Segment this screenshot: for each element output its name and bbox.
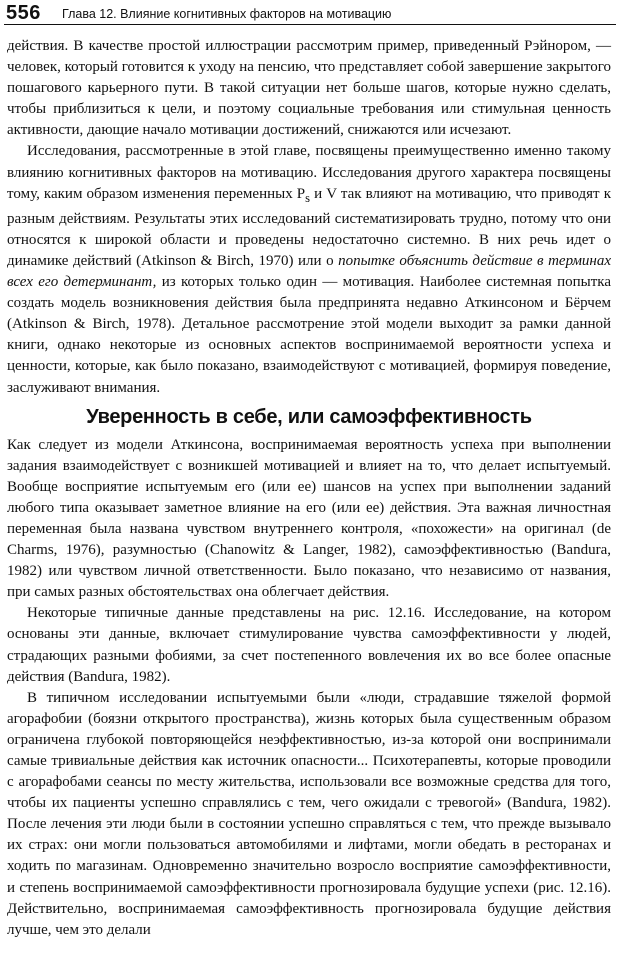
italic-phrase: попытке объяснить действие в терминах всех его детерминант, (7, 252, 611, 291)
page-header (4, 2, 616, 28)
paragraph-text: и V так влияют на мотивацию, что приводят к разным действиям. Результаты этих исследований систематизировать трудно, потому что они относятся к широкой области и проведены недостаточно системно. В них речь идет о динамике действий (Atkinson & Birch, 1970) или о (7, 185, 611, 269)
paragraph (7, 141, 611, 398)
page-body (7, 36, 611, 941)
paragraph-text: из которых только один — мотивация. Наиболее системная попытка создать модель возникновения действия была предпринята недавно Аткинсоном и Бёрчем (Atkinson & Birch, 1978). Детальное рассмотрение этой модели выходит за рамки данной книги, однако некоторые из основных аспектов воспринимаемой вероятности успеха и ценности, которые, как было показано, взаимодействуют с мотивацией, формируя поведение, заслуживают внимания. (7, 274, 611, 396)
header-rule (4, 24, 616, 25)
variable-subscript: s (305, 190, 311, 205)
paragraph: В типичном исследовании испытуемыми были «люди, страдавшие тяжелой формой агорафобии (боязни открытого пространства), жизнь которых была существенным образом ограничена глубокой повторяющейся неэффективностью, из-за которой они воспринимали самые тривиальные действия как источник опасности... Психотерапевты, которые проводили с агорафобами сеансы по месту жительства, использовали все возможные средства для того, чтобы их пациенты успешно справлялись с тем, чего ожидали с тревогой» (Bandura, 1982). После лечения эти люди были в состоянии успешно справляться с тем, что прежде вызывало их страх: они могли пользоваться автомобилями и лифтами, могли обедать в ресторанах и ходить по магазинам. Одновременно значительно возросло восприятие самоэффективности, и степень воспринимаемой самоэффективности прогнозировала будущие успехи (рис. 12.16). Действительно, воспринимаемая самоэффективность прогнозировала будущие действия лучше, чем это делали (7, 689, 611, 938)
paragraph: Как следует из модели Аткинсона, воспринимаемая вероятность успеха при выполнении задания взаимодействует с возникшей мотивацией и влияет на то, что делает испытуемый. Вообще восприятие испытуемым его (или ее) шансов на успех при выполнении заданий любого типа оказывает заметное влияние на его (или ее) действия. Эта важная личностная переменная была названа чувством внутреннего контроля, «похожести» на оригинал (de Charms, 1976), разумностью (Chanowitz & Langer, 1982), самоэффективностью (Bandura, 1982) или чувством личной ответственности. Было показано, что независимо от названия, при самых разных обстоятельствах она облегчает действия. (7, 436, 611, 601)
paragraph-text: Исследования, рассмотренные в этой главе, посвящены преимущественно именно такому влиянию когнитивных факторов на мотивацию. Исследования другого характера посвящены тому, каким образом изменения переменных P (7, 143, 611, 202)
paragraph: Некоторые типичные данные представлены на рис. 12.16. Исследование, на котором основаны эти данные, включает стимулирование чувства самоэффективности у людей, страдающих разными фобиями, за счет постепенного вовлечения их во все более опасные действия (Bandura, 1982). (7, 605, 611, 685)
section-heading: Уверенность в себе, или самоэффективность (86, 405, 532, 428)
running-head: Глава 12. Влияние когнитивных факторов на мотивацию (62, 7, 392, 21)
page-number: 556 (6, 2, 41, 24)
paragraph-continued: действия. В качестве простой иллюстрации рассмотрим пример, приведенный Рэйнором, — человек, который готовится к уходу на пенсию, что представляет собой завершение закрытого пошагового карьерного пути. В такой ситуации нет больше шагов, которые нужно сделать, чтобы приблизиться к цели, и поэтому социальные требования или стимульная ценность активности, дающие начало мотивации достижений, снижаются или исчезают. (7, 38, 611, 139)
